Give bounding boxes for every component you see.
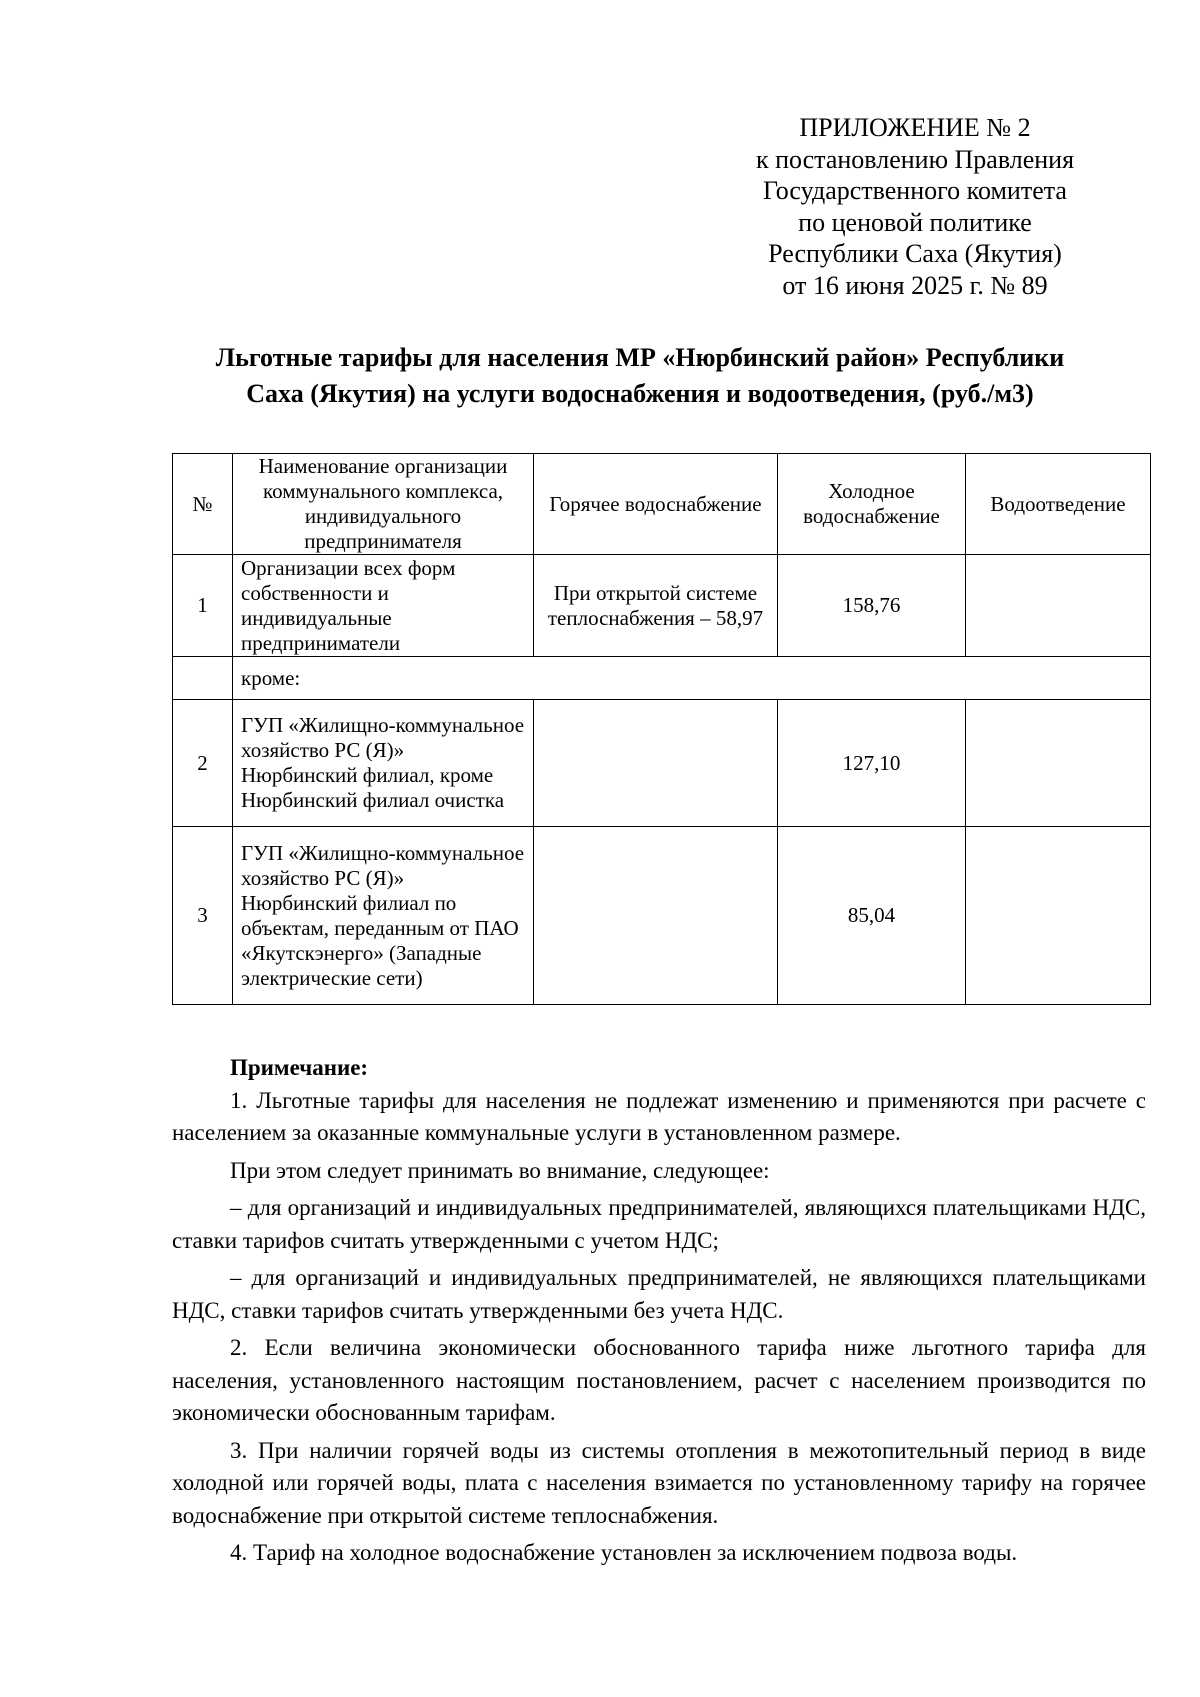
appendix-line: к постановлению Правления: [755, 144, 1075, 174]
appendix-line: ПРИЛОЖЕНИЕ № 2: [799, 113, 1031, 142]
cell-hot-water: [534, 827, 778, 1005]
document-title: [160, 340, 1120, 412]
cell-num: 2: [173, 700, 233, 827]
title-line-2: Саха (Якутия) на услуги водоснабжения и водоотведения, (руб./м3): [246, 379, 1034, 408]
table-row: [173, 555, 1151, 657]
appendix-header: [700, 112, 1130, 301]
cell-num: 1: [173, 555, 233, 657]
note-item: 2. Если величина экономически обоснованного тарифа ниже льготного тарифа для населения, установленного настоящим постановлением, расчет с населением производится по экономически обоснованным тарифам.: [172, 1335, 1146, 1425]
note-item: 3. При наличии горячей воды из системы отопления в межотопительный период в виде холодной или горячей воды, плата с населения взимается по установленному тарифу на горячее водоснабжение при открытой системе теплоснабжения.: [172, 1437, 1146, 1528]
cell-drainage: [966, 700, 1151, 827]
cell-cold-water: 158,76: [778, 555, 966, 657]
table-row: [173, 700, 1151, 827]
cell-drainage: [966, 827, 1151, 1005]
table-row: [173, 657, 1151, 700]
cell-cold-water: 85,04: [778, 827, 966, 1005]
cell-hot-water: При открытой системе теплоснабжения – 58,97: [534, 555, 778, 657]
cell-org: Организации всех форм собственности и индивидуальные предприниматели: [233, 555, 534, 657]
note-item: 1. Льготные тарифы для населения не подлежат изменению и применяются при расчете с населением за оказанные коммунальные услуги в установленном размере.: [172, 1087, 1146, 1145]
header-drainage: Водоотведение: [966, 454, 1151, 555]
header-org: Наименование организации коммунального комплекса, индивидуального предпринимателя: [233, 454, 534, 555]
cell-org: кроме:: [233, 657, 1151, 700]
table-row: [173, 827, 1151, 1005]
cell-org: ГУП «Жилищно-коммунальное хозяйство РС (Я)» Нюрбинский филиал, кроме Нюрбинский филиал очистка: [233, 700, 534, 827]
note-item: – для организаций и индивидуальных предпринимателей, являющихся плательщиками НДС, ставки тарифов считать утвержденными с учетом НДС;: [172, 1195, 1146, 1253]
header-num: №: [173, 454, 233, 555]
appendix-line: по ценовой политике: [798, 207, 1032, 237]
notes-heading: Примечание:: [230, 1055, 369, 1080]
appendix-line: от 16 июня 2025 г. № 89: [782, 270, 1048, 300]
cell-num: 3: [173, 827, 233, 1005]
note-item: При этом следует принимать во внимание, следующее:: [230, 1157, 770, 1183]
title-line-1: Льготные тарифы для населения МР «Нюрбинский район» Республики: [215, 343, 1065, 372]
cell-num: [173, 657, 233, 700]
header-hot-water: Горячее водоснабжение: [534, 454, 778, 555]
tariff-table: [172, 453, 1151, 1005]
appendix-line: Государственного комитета: [763, 176, 1067, 205]
notes-section: [172, 1052, 1146, 1570]
cell-org: ГУП «Жилищно-коммунальное хозяйство РС (Я)» Нюрбинский филиал по объектам, переданным от ПАО «Якутскэнерго» (Западные электрические сети): [233, 827, 534, 1005]
note-item: – для организаций и индивидуальных предпринимателей, не являющихся плательщиками НДС, ставки тарифов считать утвержденными без учета НДС.: [172, 1265, 1146, 1323]
cell-hot-water: [534, 700, 778, 827]
cell-cold-water: 127,10: [778, 700, 966, 827]
header-cold-water: Холодное водоснабжение: [778, 454, 966, 555]
appendix-line: Республики Саха (Якутия): [768, 239, 1062, 268]
cell-drainage: [966, 555, 1151, 657]
note-item: 4. Тариф на холодное водоснабжение установлен за исключением подвоза воды.: [230, 1540, 1018, 1565]
table-header-row: [173, 454, 1151, 555]
